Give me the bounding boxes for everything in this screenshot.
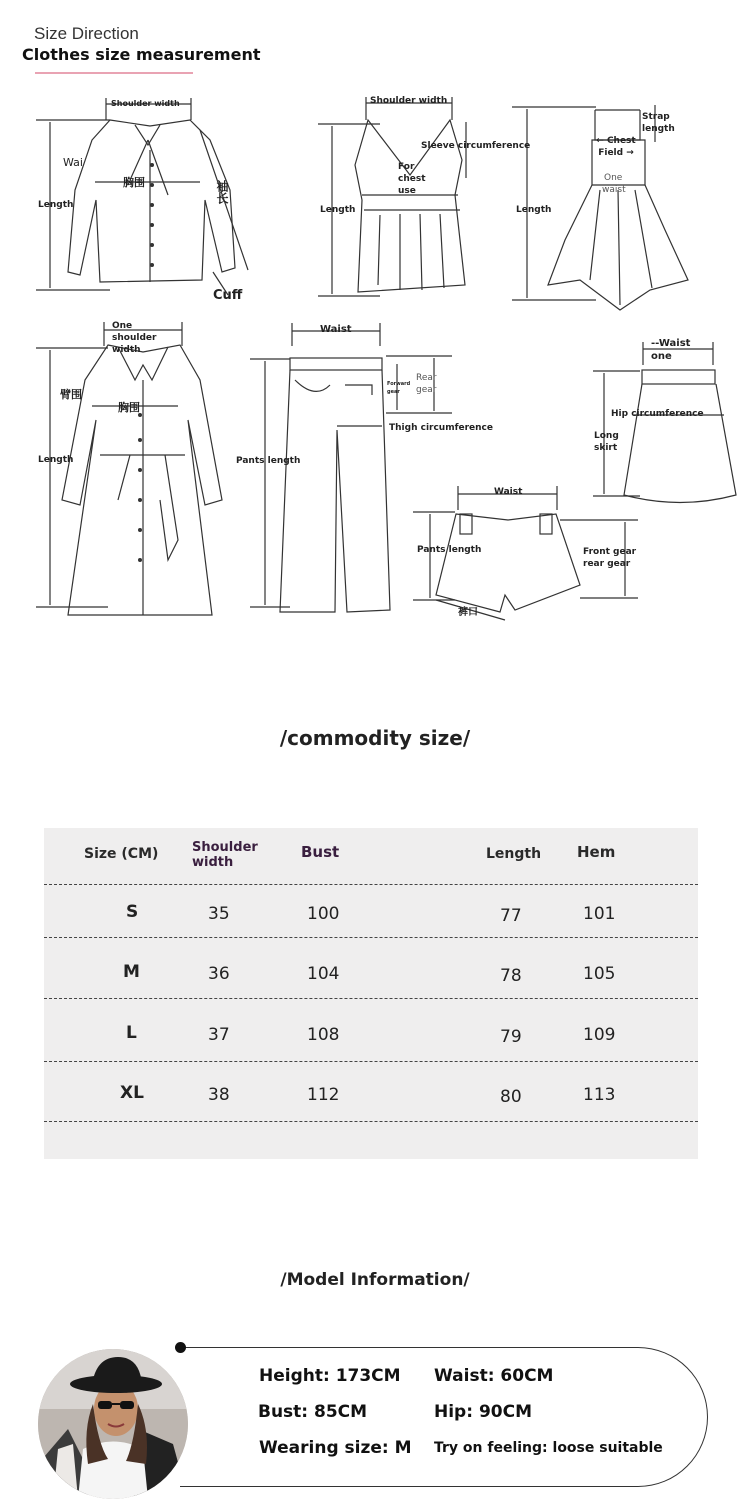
header-hem: Hem [577,843,616,861]
header-shoulder-line1: Shoulder [192,840,258,855]
model-hip: Hip: 90CM [434,1402,532,1422]
skirt-long-label-b: skirt [594,443,618,453]
cell-bust: 100 [307,904,340,924]
pants-length-label: Pants length [236,456,301,466]
shirt-length-label: Length [38,200,74,210]
vest-diagram [318,97,466,296]
dress-chest-label: ← Chest Field → [596,136,636,158]
vest-chest-label-b: chest [398,174,426,184]
cell-size: L [126,1023,137,1043]
cell-size: S [126,902,139,922]
table-row [44,938,698,998]
cell-length: 78 [500,966,522,986]
model-avatar [38,1349,188,1499]
pants-thigh-label: Thigh circumference [389,423,494,433]
table-row [44,1062,698,1121]
vest-sleeve-label: Sleeve circumference [421,141,531,151]
header-size: Size (CM) [84,846,159,862]
header-bust: Bust [301,843,340,861]
shorts-length-label: Pants length [417,545,482,555]
dress-waist-label-b: waist [602,185,626,195]
clothes-size-heading: Clothes size measurement [22,45,261,64]
model-try-on-feeling: Try on feeling: loose suitable [434,1440,663,1456]
vest-chest-label-a: For [398,162,415,172]
model-info-dot [175,1342,186,1353]
coat-shoulder-label-c: width [112,345,141,355]
table-row [44,885,698,937]
dress-strap-label-b: length [642,124,675,134]
coat-shoulder-label-a: One [112,321,133,331]
pants-front-label-a: Forward [387,381,411,387]
model-bust: Bust: 85CM [258,1402,368,1422]
size-direction-heading: Size Direction [34,24,139,43]
shorts-waist-label: Waist [494,487,523,497]
coat-length-label: Length [38,455,74,465]
dress-length-label: Length [516,205,552,215]
model-waist: Waist: 60CM [434,1366,554,1386]
cell-shoulder: 37 [208,1025,230,1045]
cell-bust: 112 [307,1085,340,1105]
commodity-size-title: /commodity size/ [279,726,471,750]
shorts-front-label: Front gear [583,547,637,557]
shirt-wai-label: Wai [63,156,83,169]
model-height: Height: 173CM [259,1366,401,1386]
model-info-title: /Model Information/ [280,1270,470,1290]
shirt-bust-label: 胸围 [123,176,145,189]
header-length: Length [486,846,542,862]
dress-waist-label-a: One [604,173,623,183]
skirt-long-label-a: Long [594,431,619,441]
pants-front-label-b: gear [387,389,400,395]
pants-diagram [250,323,452,612]
vest-shoulder-label: Shoulder width [370,96,448,106]
coat-bust-label: 胸围 [118,401,140,414]
cell-shoulder: 36 [208,964,230,984]
vest-chest-label-c: use [398,186,416,196]
header-shoulder [192,840,258,870]
cell-size: XL [120,1083,144,1103]
cell-bust: 104 [307,964,340,984]
cell-bust: 108 [307,1025,340,1045]
header-shoulder-line2: width [192,855,234,870]
size-table [44,828,698,1159]
skirt-hip-label: Hip circumference [611,409,704,419]
vest-length-label: Length [320,205,356,215]
cell-hem: 109 [583,1025,616,1045]
coat-arm-label: 臂围 [60,388,82,401]
cell-length: 79 [500,1027,522,1047]
skirt-waist-label-a: --Waist [651,338,691,349]
skirt-diagram [593,342,736,503]
cell-hem: 113 [583,1085,616,1105]
cell-hem: 101 [583,904,616,924]
model-wearing-size: Wearing size: M [259,1438,412,1458]
skirt-waist-label-b: one [651,351,672,362]
pants-waist-label: Waist [320,324,352,335]
model-photo-icon [38,1349,188,1499]
shirt-cuff-label: Cuff [213,288,243,303]
row-divider [44,1121,698,1122]
coat-diagram [36,322,222,615]
shirt-sleeve-label: 袖长 [215,180,229,204]
cell-length: 77 [500,906,522,926]
shorts-hem-label: 裤口 [458,607,478,618]
cell-hem: 105 [583,964,616,984]
pants-rear-label-b: gear [416,385,437,395]
cell-shoulder: 38 [208,1085,230,1105]
shorts-rear-label: rear gear [583,559,631,569]
dress-strap-label-a: Strap [642,112,670,122]
cell-length: 80 [500,1087,522,1107]
cell-size: M [123,962,140,982]
shirt-shoulder-label: Shoulder width [111,99,180,108]
table-header-row [44,828,698,884]
table-row [44,999,698,1061]
cell-shoulder: 35 [208,904,230,924]
heading-underline [35,72,193,74]
coat-shoulder-label-b: shoulder [112,333,157,343]
pants-rear-label-a: Rear [416,373,437,383]
